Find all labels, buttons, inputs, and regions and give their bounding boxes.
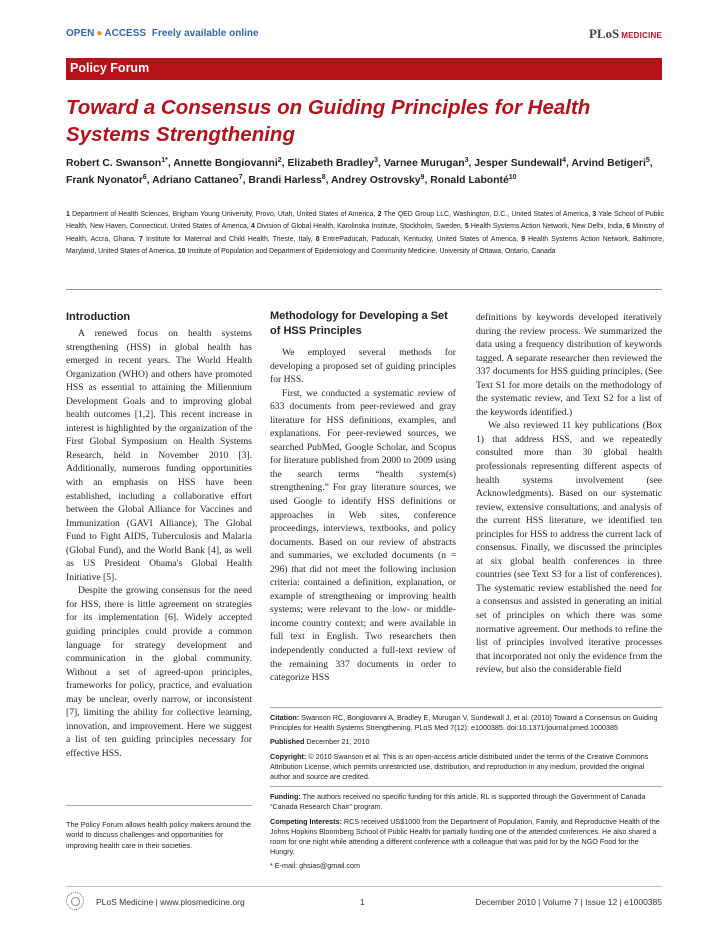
affiliation-number: 5 (464, 223, 471, 231)
affiliations (66, 209, 664, 259)
author-affiliation-mark: 7 (238, 174, 243, 181)
affiliation-number: 4 (250, 223, 257, 231)
affiliation-number: 3 (592, 211, 599, 218)
affiliation-text: Ministry of Health, Accra, Ghana, (66, 223, 665, 243)
competing-item (270, 817, 662, 858)
methods-column (270, 346, 456, 685)
methods-paragraph-2: First, we conducted a systematic review of 633 documents from peer-reviewed and gray literature for HSS definitions, examples, and explanations. For peer-reviewed sources, we searched PubMed, Google Scholar, and Scopus for literature published from 2000 to 2009 using the search terms “health system(s) strengthening.” For gray literature sources, we used Google to identify HSS definitions or approaches in Web sites, conference proceedings, interviews, textbooks, and policy documents. Based on our review of abstracts and summaries, we excluded documents (n = 296) that did not meet the following inclusion criteria: contained a definition, explanation, or example of strengthening or improving health systems; were relevant to the low- or middle-income country context; and were available in full text in English. Two researchers then independently conducted a full-text review of the remaining 337 documents in order to categorize HSS (270, 387, 456, 684)
third-column (476, 311, 662, 677)
section-band (66, 58, 662, 80)
affiliation-text: Division of Global Health, Karolinska Institute, Stockholm, Sweden, (256, 223, 465, 231)
author-name: Brandi Harless (248, 175, 322, 186)
author-name: Robert C. Swanson (66, 158, 162, 169)
methods-paragraph-1: We employed several methods for developing a proposed set of guiding principles for HSS. (270, 347, 456, 386)
author-affiliation-mark: 4 (562, 157, 566, 164)
affiliation-text: Institute of Population and Department of Epidemiology and Community Medicine, University of Ottawa, Ontario, Canada (187, 248, 556, 256)
competing-text: RCS received US$1000 from the Department of Population, Family, and Reproductive Health of the Johns Hopkins Bloomberg School of Public Health for partially funding one of the attended conferences. He also shared a room for one night while attending a different conference with a colleague that was paid for by the NGO Food for the Hungry. (270, 816, 660, 857)
funding-text: The authors received no specific funding for this article. RL is supported through the Government of Canada “Canada Research Chair” program. (270, 792, 646, 812)
author-name: Andrey Ostrovsky (331, 175, 421, 186)
author-affiliation-mark: 10 (508, 174, 517, 181)
affiliation-number: 8 (315, 235, 323, 243)
competing-label: Competing Interests: (270, 816, 342, 826)
author-affiliation-mark: 1* (161, 157, 168, 164)
affiliation-text: EntrePaducah, Paducah, Kentucky, United States of America, (322, 235, 522, 243)
affiliation-text: Health Systems Action Network, New Delhi, India, (470, 223, 627, 231)
author-affiliation-mark: 3 (374, 157, 378, 164)
divider (66, 289, 662, 290)
oa-access: ACCESS (104, 28, 147, 39)
policy-forum-note: The Policy Forum allows health policy makers around the world to discuss challenges and opportunities for improving health care in their societies. (66, 805, 252, 851)
article-title: Toward a Consensus on Guiding Principles for Health Systems Strengthening (66, 96, 591, 146)
journal-header (66, 24, 662, 48)
affiliation-text: The QED Group LLC, Washington, D.C., United States of America, (383, 211, 593, 218)
open-access-logo (66, 28, 259, 39)
plos-globe-icon (66, 892, 84, 910)
col3-paragraph-1: definitions by keywords developed iteratively during the review process. We summarized the data using a frequency distribution of keywords tagged. A separate researcher then reviewed the 337 documents for HSS guiding principles. (See Text S1 for more details on the methodology of the systematic review, and Text S2 for a list of the keywords identified.) (476, 312, 662, 418)
oa-open: OPEN (66, 28, 95, 39)
page-footer (66, 886, 662, 914)
author-name: Annette Bongiovanni (173, 158, 278, 169)
affiliation-number: 1 (66, 211, 73, 218)
author-name: Varnee Murugan (383, 158, 465, 169)
affiliation-number: 6 (626, 223, 633, 231)
email-item[interactable]: * E-mail: ghsias@gmail.com (270, 861, 360, 871)
published-label: Published (270, 737, 305, 747)
page-number: 1 (360, 897, 365, 907)
col3-paragraph-2: We also reviewed 11 key publications (Box 1) that address HSS, and we repeatedly consulted more than 30 global health professionals representing different aspects of health systems involvement (see Acknowledgments). Based on our systematic review, extensive consultations, and analysis of the current HSS literature, we identified ten principles for HSS to address the current lack of consensus. Finally, we discussed the principles at six global health conferences in three countries (see Text S3 for a list of conferences). The systematic review established the need for a consensus and assisted in generating an initial set of principles on which there was some normative agreement. Our methods to refine the list of principles involved iterative processes that incorporated not only the evidence from the review, but also the considerable field (476, 420, 662, 676)
oa-free-text: Freely available online (151, 28, 259, 39)
affiliation-number: 2 (377, 211, 384, 218)
affiliation-text: Institute for Maternal and Child Health, Trieste, Italy, (146, 235, 316, 243)
author-name: Arvind Betigeri (571, 158, 646, 169)
published-text: December 21, 2010 (306, 737, 370, 747)
intro-paragraph-1: A renewed focus on health systems strengthening (HSS) in global health has emerged in recent years. The World Health Organization (WHO) and others have promoted HSS as essential to attaining the Millennium Development Goals and to improving global health outcomes [1,2]. This recent increase in interest is highlighted by the organization of the First Global Symposium on Health Systems Research, held in November 2010 [3]. Additionally, numerous funding opportunities with an emphasis on HSS have been established, including a collaborative effort between the Global Alliance for Vaccines and Immunization (GAVI Alliance), The Global Fund to Fight AIDS, Tuberculosis and Malaria (Global Fund), and the World Bank [4], as well as US President Obama's Global Health Initiative [5]. (66, 328, 252, 583)
author-name: Elizabeth Bradley (287, 158, 375, 169)
author-name: Frank Nyonator (66, 175, 143, 186)
divider (270, 707, 662, 708)
methods-heading: Methodology for Developing a Set of HSS Principles (270, 310, 448, 337)
affiliation-number: 10 (177, 248, 188, 256)
affiliation-text: Department of Health Sciences, Brigham Young University, Provo, Utah, United States of America, (72, 211, 378, 218)
author-affiliation-mark: 6 (142, 174, 147, 181)
author-name: Ronald Labonté (430, 175, 509, 186)
author-name: Adriano Cattaneo (152, 175, 239, 186)
logo-main: PLoS (588, 26, 620, 41)
copyright-item (270, 752, 662, 783)
author-affiliation-mark: 8 (321, 174, 326, 181)
author-affiliation-mark: 3 (464, 157, 469, 164)
citation-text: Swanson RC, Bongiovanni A, Bradley E, Murugan V, Sundewall J, et al. (2010) Toward a Consensus on Guiding Principles for Health Systems Strengthening. PLoS Med 7(12): e1000385. doi:10.1371/journal.pmed.1000385 (270, 713, 658, 733)
affiliation-number: 7 (139, 235, 146, 243)
oa-lock-icon: ● (96, 28, 103, 39)
funding-item (270, 792, 662, 812)
author-name: Jesper Sundewall (474, 158, 563, 169)
funding-label: Funding: (270, 792, 301, 802)
published-item (270, 737, 662, 747)
citation-box (270, 707, 662, 876)
author-list: Robert C. Swanson$^{1*}$, Annette Bongiovanni$^2$, Elizabeth Bradley$^3$, Varnee Murugan$^3$, Jesper Sundewall$^4$, Arvind Betigeri$^5$, Frank Nyonator$^6$, Adriano Cattaneo$^7$, Brandi Harless$^8$, Andrey Ostrovsky$^9$, Ronald Labonté$^{10}$ (66, 157, 653, 186)
copyright-label: Copyright: (270, 751, 307, 761)
affiliation-number: 9 (521, 235, 529, 243)
copyright-text: © 2010 Swanson et al. This is an open-access article distributed under the terms of the Creative Commons Attribution License, which permits unrestricted use, distribution, and reproduction in any medium, provided the original author and source are credited. (270, 751, 649, 782)
plos-medicine-logo (589, 26, 662, 42)
author-affiliation-mark: 9 (420, 174, 425, 181)
section-label: Policy Forum (70, 61, 150, 75)
author-affiliation-mark: 2 (277, 157, 282, 164)
intro-heading: Introduction (66, 311, 131, 323)
author-affiliation-mark: 5 (645, 157, 650, 164)
affiliation-text: Yale School of Public Health, New Haven, Connecticut, United States of America, (66, 211, 665, 231)
intro-paragraph-2: Despite the growing consensus for the need for HSS, there is little agreement on strategies for its implementation [6]. Widely accepted guiding principles could provide a common language for strategy development and communication in the global community. Without a set of agreed-upon principles, frameworks for policy, practice, and evaluation may be unclear, overly narrow, or inconsistent [7], limiting the ability for collective learning, innovation, and improvement. Here we suggest a list of ten guiding principles necessary for effective HSS. (66, 585, 252, 759)
affiliation-text: Health Systems Action Network, Baltimore, Maryland, United States of America, (66, 235, 665, 256)
citation-label: Citation: (270, 713, 300, 722)
citation-item (270, 713, 662, 733)
divider (270, 786, 662, 787)
logo-sub: MEDICINE (621, 31, 662, 40)
intro-column (66, 327, 252, 761)
footer-issue: December 2010 | Volume 7 | Issue 12 | e1000385 (475, 897, 662, 907)
footer-journal[interactable]: PLoS Medicine | www.plosmedicine.org (96, 897, 245, 907)
